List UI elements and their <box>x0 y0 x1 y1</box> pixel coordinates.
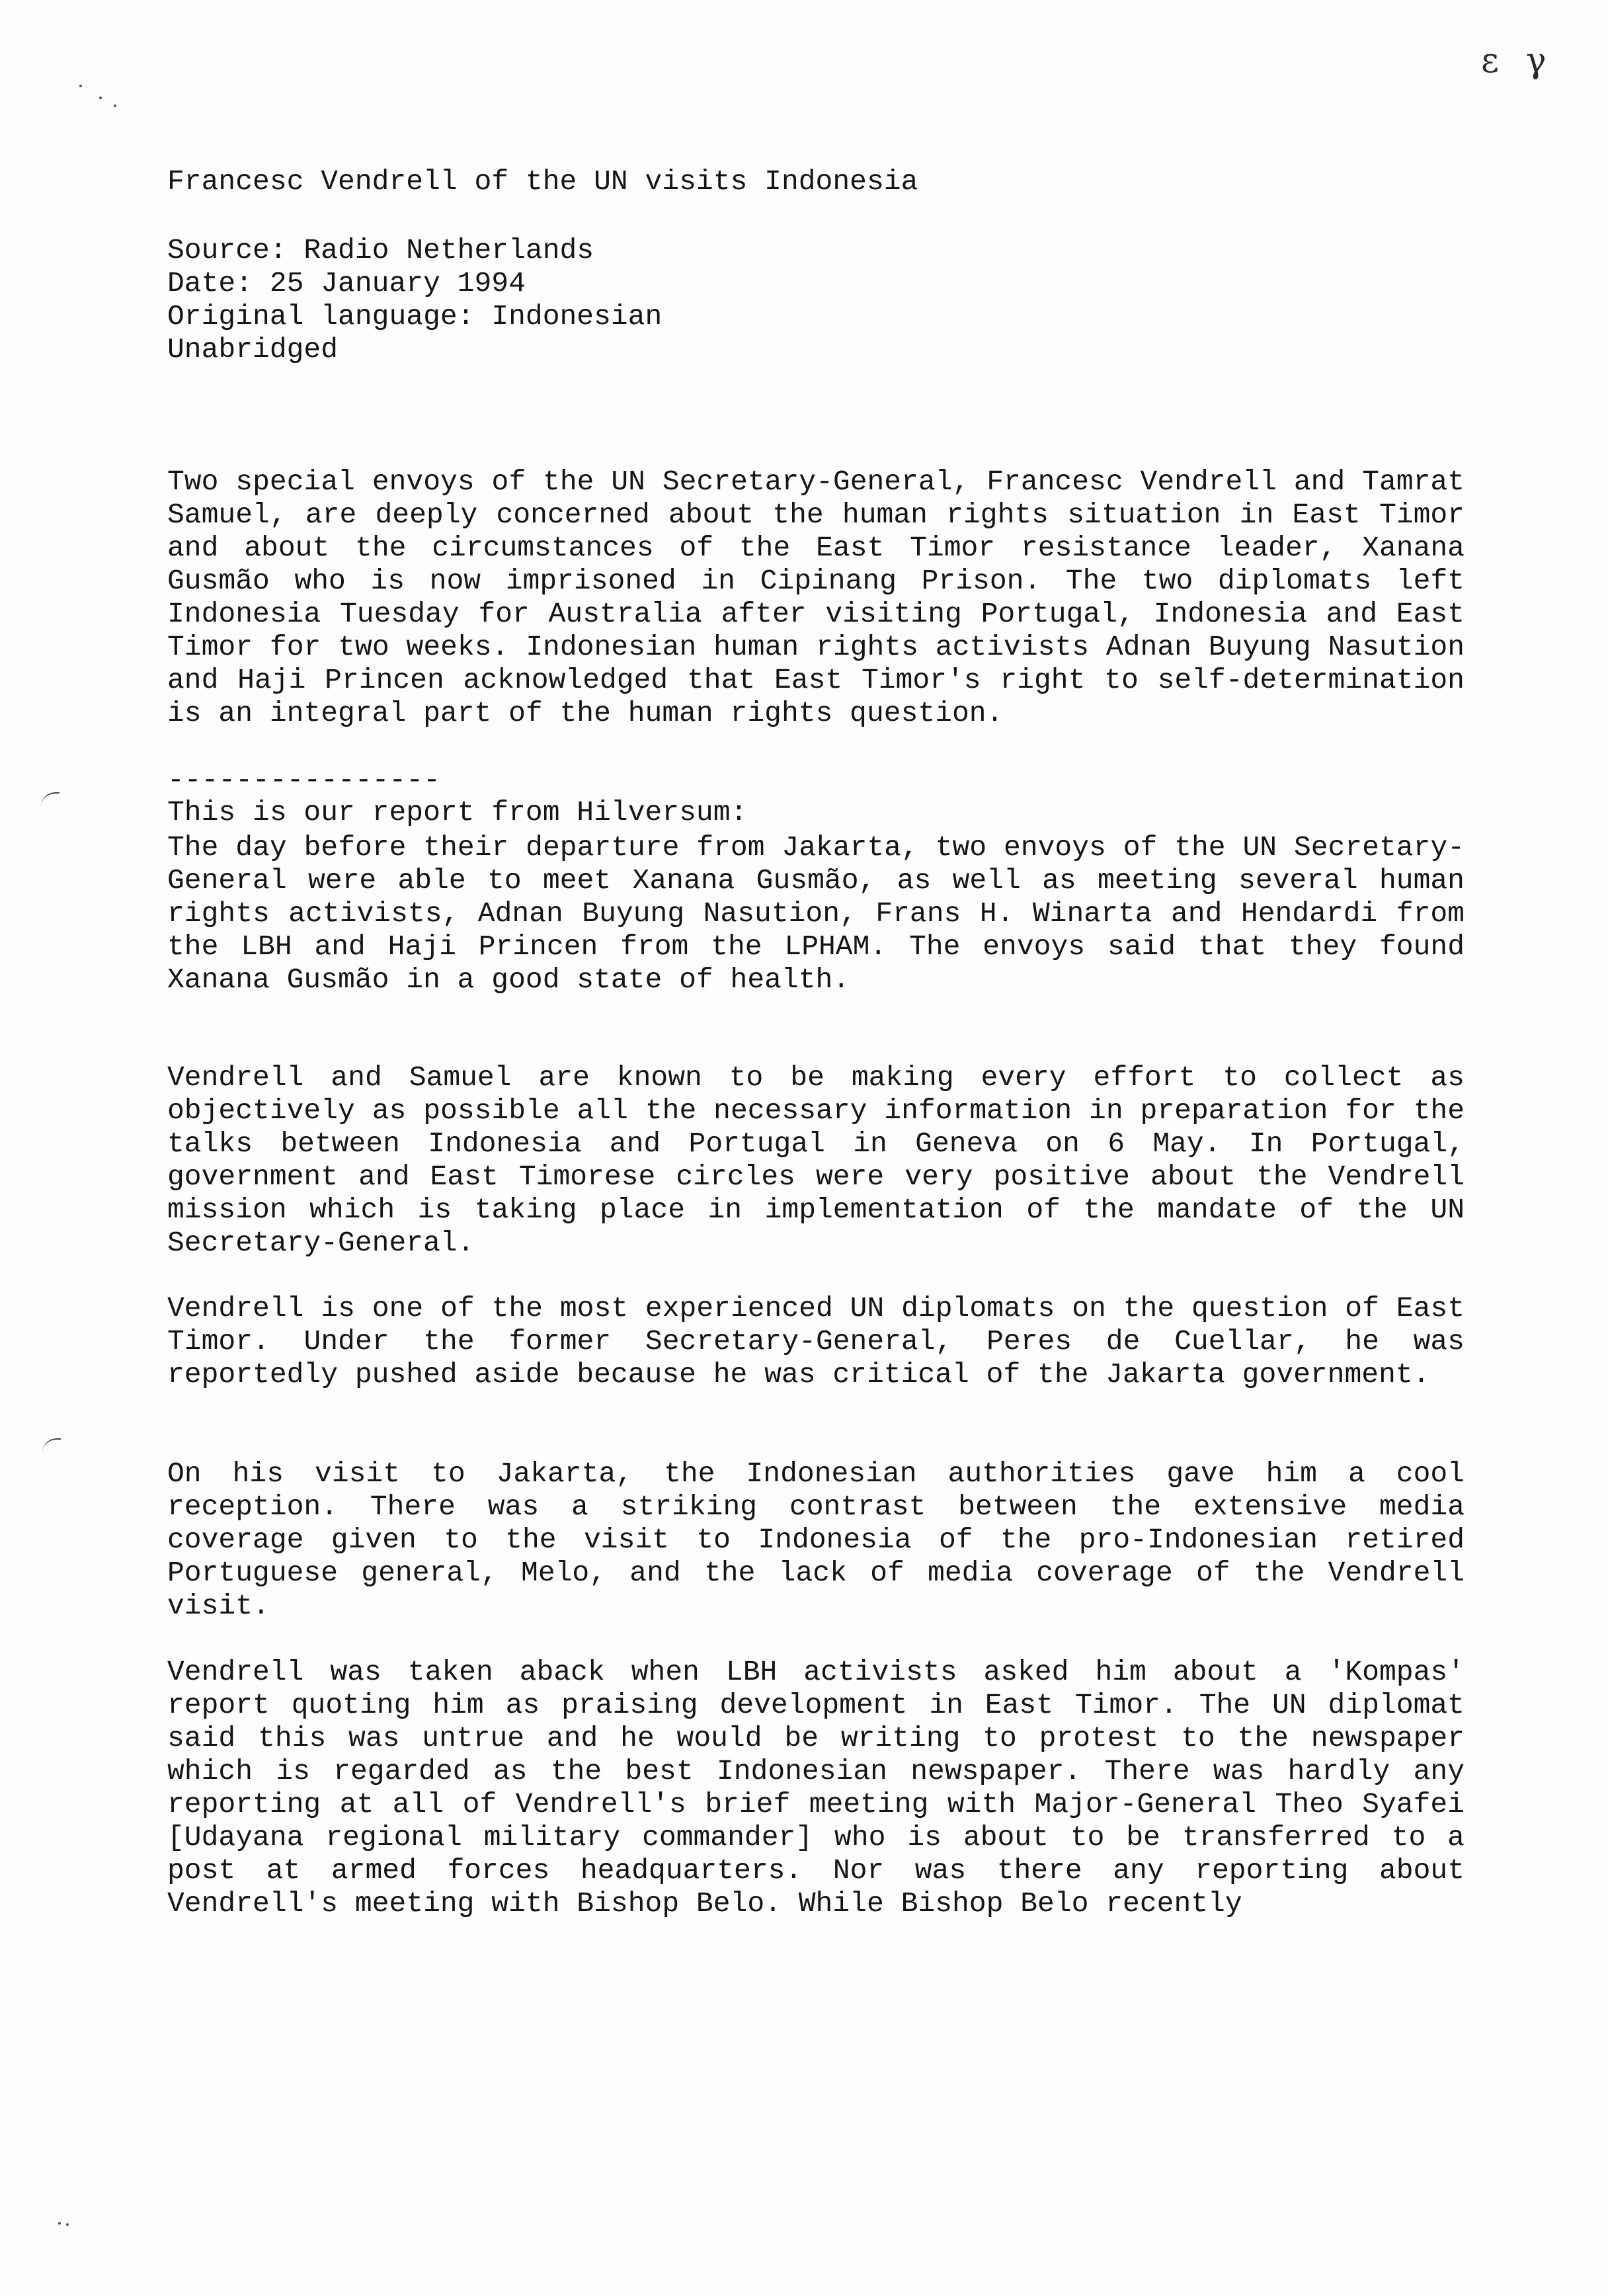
lead-block <box>167 399 1482 895</box>
body-paragraph: Vendrell and Samuel are known to be making every effort to collect as objectively as possible all the necessary information in preparation for the talks between Indonesia and Portugal in Geneva on 6 May. In Portugal, government and East Timorese circles were very positive about the Vendrell mission which is taking place in implementation of the mandate of the UN Secretary-General. <box>167 1061 1482 1259</box>
scan-speck <box>114 104 116 107</box>
document-meta <box>167 234 1465 366</box>
meta-edition: Unabridged <box>167 333 339 366</box>
body-paragraph: Vendrell was taken aback when LBH activists asked him about a 'Kompas' report quoting him as praising development in East Timor. The UN diplomat said this was untrue and he would be writing to protest to the newspaper which is regarded as the best Indonesian newspaper. There was hardly any reporting at all of Vendrell's brief meeting with Major-General Theo Syafei [Udayana regional military commander] who is about to be transferred to a post at armed forces headquarters. Nor was there any reporting about Vendrell's meeting with Bishop Belo. While Bishop Belo recently <box>167 1656 1482 1920</box>
scan-speck <box>99 97 102 99</box>
scan-speck <box>79 85 82 87</box>
scan-speck <box>66 2223 69 2226</box>
body-paragraph: Vendrell is one of the most experienced UN diplomats on the question of East Timor. Under the former Secretary-General, Peres de Cuellar, he was reportedly pushed aside because he was critical of the Jakarta government. <box>167 1292 1482 1391</box>
margin-mark <box>42 1438 61 1453</box>
body-paragraph: The day before their departure from Jakarta, two envoys of the UN Secretary-General were able to meet Xanana Gusmão, as well as meeting several human rights activists, Adnan Buyung Nasution, Frans H. Winarta and Hendardi from the LBH and Haji Princen from the LPHAM. The envoys said that they found Xanana Gusmão in a good state of health. <box>167 831 1482 996</box>
report-line: This is our report from Hilversum: <box>167 796 748 829</box>
body-paragraph: On his visit to Jakarta, the Indonesian authorities gave him a cool reception. There was a striking contrast between the extensive media coverage given to the visit to Indonesia of the pro-Indonesian retired Portuguese general, Melo, and the lack of media coverage of the Vendrell visit. <box>167 1457 1482 1622</box>
document-title: Francesc Vendrell of the UN visits Indonesia <box>167 165 918 198</box>
meta-date: Date: 25 January 1994 <box>167 267 526 300</box>
margin-mark <box>41 792 60 807</box>
handwritten-corner-mark: ε γ <box>1481 41 1554 81</box>
meta-source: Source: Radio Netherlands <box>167 234 594 266</box>
lead-paragraph: Two special envoys of the UN Secretary-General, Francesc Vendrell and Tamrat Samuel, are deeply concerned about the human rights situation in East Timor and about the circumstances of the East Timor resistance leader, Xanana Gusmão who is now imprisoned in Cipinang Prison. The two diplomats left Indonesia Tuesday for Australia after visiting Portugal, Indonesia and East Timor for two weeks. Indonesian human rights activists Adnan Buyung Nasution and Haji Princen acknowledged that East Timor's right to self-determination is an integral part of the human rights question. <box>167 466 1482 729</box>
section-divider: ---------------- <box>167 764 440 796</box>
scan-speck <box>58 2222 61 2225</box>
meta-language: Original language: Indonesian <box>167 300 663 333</box>
